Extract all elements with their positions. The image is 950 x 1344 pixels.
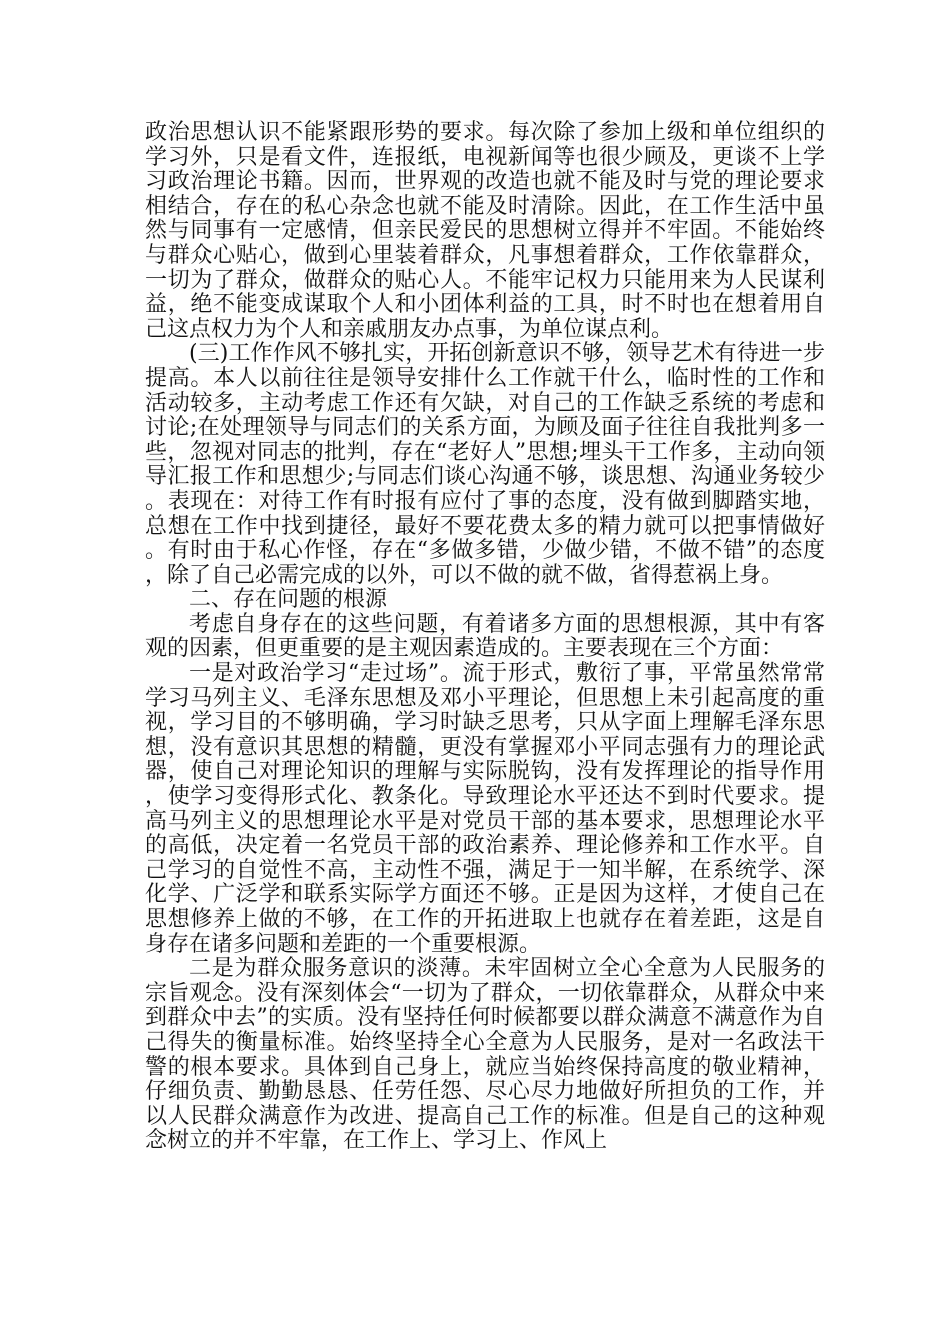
paragraph-political-thinking: 政治思想认识不能紧跟形势的要求。每次除了参加上级和单位组织的学习外，只是看文件，连报纸，电视新闻等也很少顾及，更谈不上学习政治理论书籍。因而，世界观的改造也就不能及时与党的理论要求相结合，存在的私心杂念也就不能及时清除。因此，在工作生活中虽然与同事有一定感情，但亲民爱民的思想树立得并不牢固。不能始终与群众心贴心，做到心里装着群众，凡事想着群众，工作依靠群众，一切为了群众，做群众的贴心人。不能牢记权力只能用来为人民谋利益，绝不能变成谋取个人和小团体利益的工具，时不时也在想着用自己这点权力为个人和亲戚朋友办点事，为单位谋点利。 bbox=[145, 120, 825, 342]
paragraph-work-style: (三)工作作风不够扎实，开拓创新意识不够，领导艺术有待进一步提高。本人以前往往是领导安排什么工作就干什么，临时性的工作和活动较多，主动考虑工作还有欠缺，对自己的工作缺乏系统的考虑和讨论;在处理领导与同志们的关系方面，为顾及面子往往自我批判多一些，忽视对同志的批判，存在“老好人”思想;埋头干工作多，主动向领导汇报工作和思想少;与同志们谈心沟通不够，谈思想、沟通业务较少。表现在：对待工作有时报有应付了事的态度，没有做到脚踏实地，总想在工作中找到捷径，最好不要花费太多的精力就可以把事情做好。有时由于私心作怪，存在“多做多错，少做少错，不做不错”的态度，除了自己必需完成的以外，可以不做的就不做，省得惹祸上身。 bbox=[145, 341, 825, 588]
paragraph-service-awareness: 二是为群众服务意识的淡薄。未牢固树立全心全意为人民服务的宗旨观念。没有深刻体会“一切为了群众，一切依靠群众，从群众中来到群众中去”的实质。没有坚持任何时候都要以群众满意不满意作为自己得失的衡量标准。始终坚持全心全意为人民服务，是对一名政法干警的根本要求。具体到自己身上，就应当始终保持高度的敬业精神，仔细负责、勤勤恳恳、任劳任怨、尽心尽力地做好所担负的工作，并以人民群众满意作为改进、提高自己工作的标准。但是自己的这种观念树立的并不牢靠，在工作上、学习上、作风上 bbox=[145, 956, 825, 1154]
document-page bbox=[145, 121, 825, 1154]
paragraph-political-study: 一是对政治学习“走过场”。流于形式，敷衍了事，平常虽然常常学习马列主义、毛泽东思想及邓小平理论，但思想上未引起高度的重视，学习目的不够明确，学习时缺乏思考，只从字面上理解毛泽东思想，没有意识其思想的精髓，更没有掌握邓小平同志强有力的理论武器，使自己对理论知识的理解与实际脱钩，没有发挥理论的指导作用，使学习变得形式化、教条化。导致理论水平还达不到时代要求。提高马列主义的思想理论水平是对党员干部的基本要求，思想理论水平的高低，决定着一名党员干部的政治素养、理论修养和工作水平。自己学习的自觉性不高，主动性不强，满足于一知半解，在系统学、深化学、广泛学和联系实际学方面还不够。正是因为这样，才使自己在思想修养上做的不够，在工作的开拓进取上也就存在着差距，这是自身存在诸多问题和差距的一个重要根源。 bbox=[145, 661, 825, 957]
section-heading-root-causes: 二、存在问题的根源 bbox=[189, 587, 388, 613]
paragraph-causes-intro: 考虑自身存在的这些问题，有着诸多方面的思想根源，其中有客观的因素，但更重要的是主观因素造成的。主要表现在三个方面： bbox=[145, 611, 825, 662]
